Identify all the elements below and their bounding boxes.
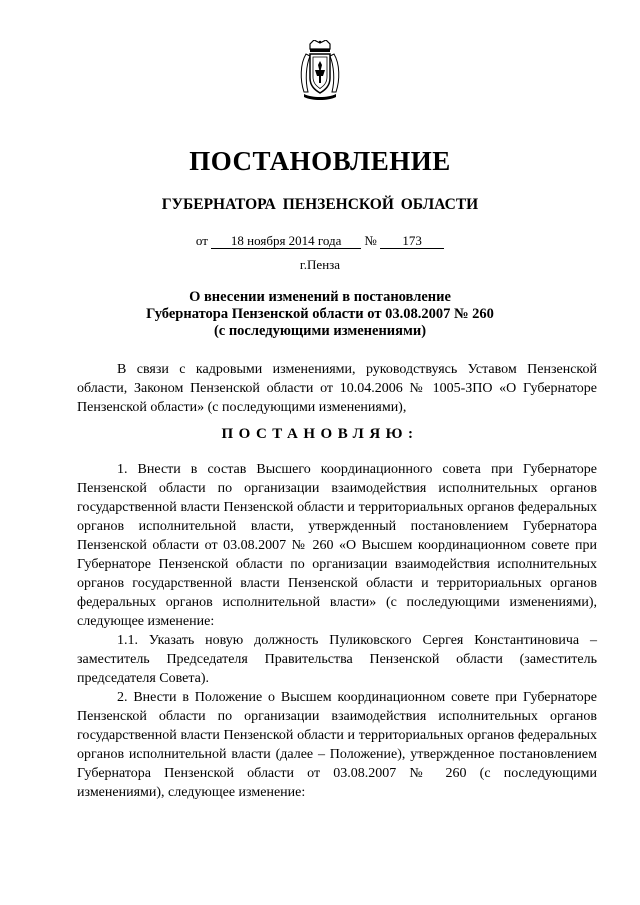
paragraph-2: 2. Внести в Положение о Высшем координационном совете при Губернаторе Пензенской области по организации взаимодействия исполнительных органов государственной власти Пензенской области и территориальных органов федеральных органов исполнительной власти (далее – Положение), утвержденное постановлением Губернатора Пензенской области от 03.08.2007 № 260 (с последующими изменениями), следующее изменение: xyxy=(77,690,597,800)
intro-paragraph xyxy=(77,360,597,417)
document-subtitle: ГУБЕРНАТОРА ПЕНЗЕНСКОЙ ОБЛАСТИ xyxy=(161,196,479,213)
document-title: ПОСТАНОВЛЕНИЕ xyxy=(189,146,451,176)
document-city: г.Пенза xyxy=(299,257,341,272)
date-number-line xyxy=(0,233,640,249)
heading-line-3: (с последующими изменениями) xyxy=(213,323,427,339)
decree-word: ПОСТАНОВЛЯЮ: xyxy=(221,426,419,442)
document-body xyxy=(77,460,597,802)
intro-text: В связи с кадровыми изменениями, руководствуясь Уставом Пензенской области, Законом Пензенской области от 10.04.2006 № 1005-ЗПО «О Губернаторе Пензенской области» (с последующими изменениями), xyxy=(77,362,597,415)
heading-line-2: Губернатора Пензенской области от 03.08.2007 № 260 xyxy=(146,306,494,322)
document-date: 18 ноября 2014 года xyxy=(211,234,361,249)
document-heading xyxy=(0,289,640,340)
heading-line-1: О внесении изменений в постановление xyxy=(189,289,451,305)
coat-of-arms-icon xyxy=(298,40,342,102)
number-sign: № xyxy=(364,233,377,248)
paragraph-1: 1. Внести в состав Высшего координационного совета при Губернаторе Пензенской области по организации взаимодействия исполнительных органов государственной власти Пензенской области и территориальных органов федеральных органов исполнительной власти, утвержденный постановлением Губернатора Пензенской области от 03.08.2007 № 260 «О Высшем координационном совете при Губернаторе Пензенской области по организации взаимодействия исполнительных органов государственной власти Пензенской области и территориальных органов федеральных органов исполнительной власти» (с последующими изменениями), следующее изменение: xyxy=(77,462,597,629)
date-prefix: от xyxy=(195,233,208,248)
document-number: 173 xyxy=(380,234,444,249)
paragraph-1-1: 1.1. Указать новую должность Пуликовского Сергея Константиновича – заместитель Председателя Правительства Пензенской области (заместитель председателя Совета). xyxy=(77,633,597,686)
